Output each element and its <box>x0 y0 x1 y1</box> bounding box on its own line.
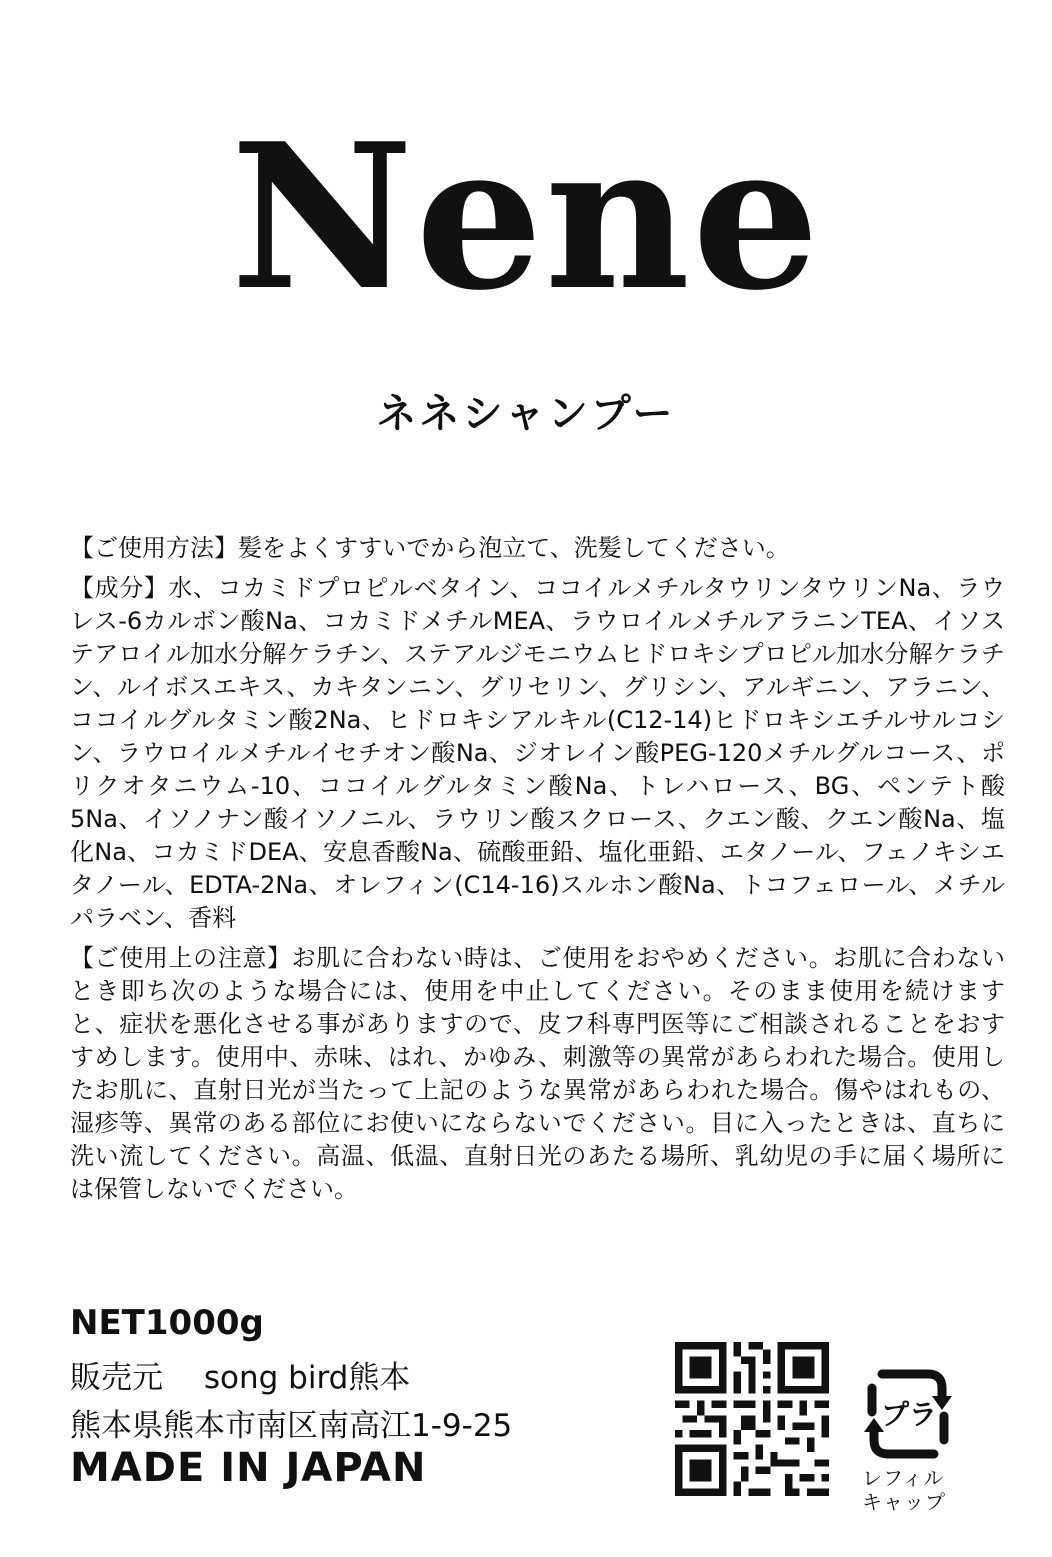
brand-logo: Nene <box>230 100 822 335</box>
origin-label: MADE IN JAPAN <box>70 1445 427 1491</box>
ingredients-list: 【成分】水、コカミドプロピルベタイン、ココイルメチルタウリンタウリンNa、ラウレス-6カルボン酸Na、コカミドメチルMEA、ラウロイルメチルアラニンTEA、イソステアロイル加水分解ケラチン、ステアルジモニウムヒドロキシプロピル加水分解ケラチン、ルイボスエキス、カキタンニン、グリセリン、グリシン、アルギニン、アラニン、ココイルグルタミン酸2Na、ヒドロキシアルキル(C12-14)ヒドロキシエチルサルコシン、ラウロイルメチルイセチオン酸Na、ジオレイン酸PEG-120メチルグルコース、ポリクオタニウム-10、ココイルグルタミン酸Na、トレハロース、BG、ペンテト酸5Na、イソノナン酸イソノニル、ラウリン酸スクロース、クエン酸、クエン酸Na、塩化Na、コカミドDEA、安息香酸Na、硫酸亜鉛、塩化亜鉛、エタノール、フェノキシエタノール、EDTA-2Na、オレフィン(C14-16)スルホン酸Na、トコフェロール、メチルパラベン、香料 <box>70 574 1005 932</box>
caution-notes: 【ご使用上の注意】お肌に合わない時は、ご使用をおやめください。お肌に合わないとき即ち次のような場合には、使用を中止してください。そのまま使用を続けますと、症状を悪化させる事がありますので、皮フ科専門医等にご相談されることをおすすめします。使用中、赤味、はれ、かゆみ、刺激等の異常があらわれた場合。使用したお肌に、直射日光が当たって上記のような異常があらわれた場合。傷やはれもの、湿疹等、異常のある部位にお使いにならないでください。目に入ったときは、直ちに洗い流してください。高温、低温、直射日光のあたる場所、乳幼児の手に届く場所には保管しないでください。 <box>70 944 1005 1203</box>
recycle-label <box>862 1466 946 1514</box>
usage-instructions: 【ご使用方法】髪をよくすすいでから泡立て、洗髪してください。 <box>70 534 790 562</box>
label-body <box>70 532 1005 1213</box>
seller-info: 販売元 song bird熊本 <box>70 1360 411 1396</box>
recycle-label-line1: レフィル <box>862 1466 945 1490</box>
plastic-recycle-icon <box>852 1366 964 1462</box>
net-weight: NET1000g <box>70 1303 264 1343</box>
recycle-mark-text: プラ <box>880 1398 938 1431</box>
qr-code-icon <box>675 1342 829 1496</box>
product-name: ネネシャンプー <box>376 391 676 437</box>
seller-address: 熊本県熊本市南区南高江1-9-25 <box>70 1408 513 1444</box>
recycle-label-line2: キャップ <box>862 1490 946 1514</box>
